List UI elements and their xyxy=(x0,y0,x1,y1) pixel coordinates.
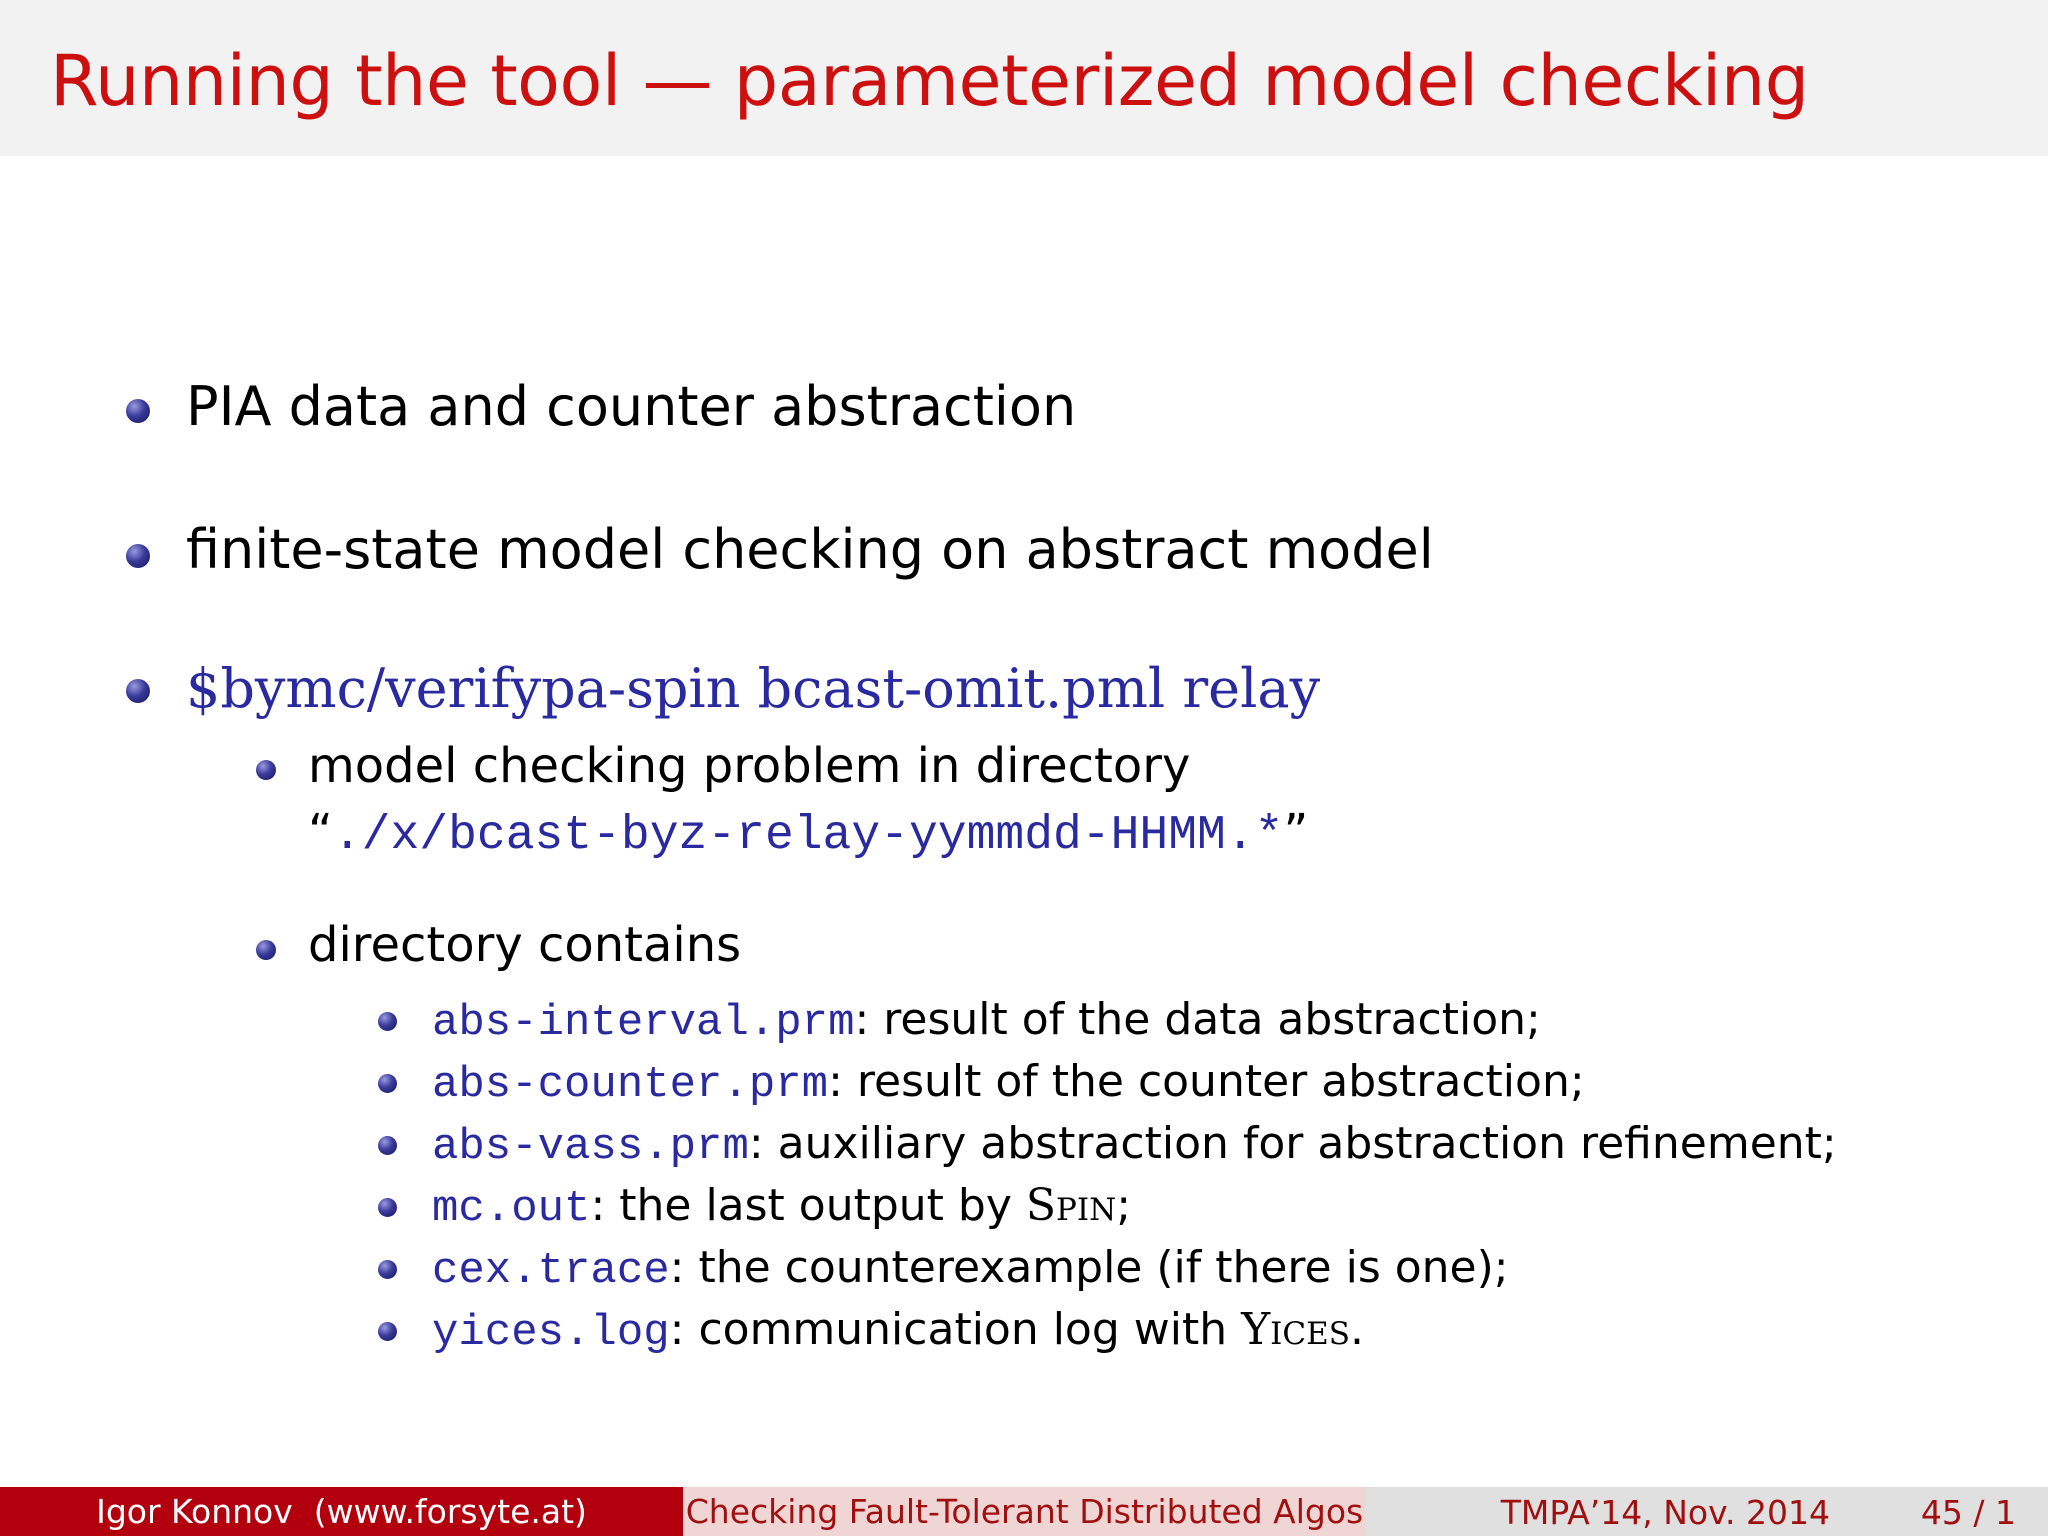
file-name-code: cex.trace xyxy=(432,1246,670,1296)
bullet-icon xyxy=(378,1198,397,1217)
bullet-icon xyxy=(126,544,150,568)
slide-title: Running the tool — parameterized model checking xyxy=(50,40,1809,122)
footer-talk-title xyxy=(683,1487,1366,1536)
item-finite-state-mc: finite-state model checking on abstract model xyxy=(186,518,1434,581)
sub-item-directory-contains: directory contains xyxy=(308,917,742,973)
tool-name-spin: Spin xyxy=(1025,1180,1117,1231)
file-item-abs-counter xyxy=(432,1056,1585,1110)
file-item-cex-trace xyxy=(432,1242,1509,1296)
file-desc: : auxiliary abstraction for abstraction refinement; xyxy=(748,1118,1837,1169)
file-name-code: abs-counter.prm xyxy=(432,1060,829,1110)
file-item-abs-interval xyxy=(432,994,1541,1048)
footer-venue xyxy=(1366,1487,2048,1536)
footer-talk-text: Checking Fault-Tolerant Distributed Algos xyxy=(685,1492,1364,1531)
item-command: $bymc/verifypa-spin bcast-omit.pml relay xyxy=(186,657,1321,720)
file-item-mc-out xyxy=(432,1180,1131,1234)
file-desc: : the counterexample (if there is one); xyxy=(669,1242,1509,1293)
file-desc: : communication log with xyxy=(669,1304,1242,1355)
footer-author xyxy=(0,1487,683,1536)
bullet-icon xyxy=(378,1074,397,1093)
sub-item-mc-problem: model checking problem in directory xyxy=(308,738,1191,794)
directory-path-code: ./x/bcast-byz-relay-yymmdd-HHMM.* xyxy=(332,809,1284,863)
sub-item-directory-path xyxy=(308,804,1308,863)
bullet-icon xyxy=(256,760,276,780)
item-pia-abstraction: PIA data and counter abstraction xyxy=(186,375,1077,438)
bullet-icon xyxy=(378,1136,397,1155)
footer-page-number: 45 / 1 xyxy=(1920,1493,2016,1532)
file-name-code: abs-vass.prm xyxy=(432,1122,749,1172)
file-name-code: mc.out xyxy=(432,1184,591,1234)
bullet-icon xyxy=(126,399,150,423)
footer-author-text: Igor Konnov (www.forsyte.at) xyxy=(96,1492,587,1531)
title-bar xyxy=(0,0,2048,156)
bullet-icon xyxy=(378,1012,397,1031)
bullet-icon xyxy=(256,940,276,960)
file-desc-end: ; xyxy=(1116,1180,1132,1231)
bullet-icon xyxy=(126,679,150,703)
file-name-code: abs-interval.prm xyxy=(432,998,855,1048)
quote-close: ” xyxy=(1283,804,1309,860)
file-desc: : the last output by xyxy=(590,1180,1026,1231)
bullet-icon xyxy=(378,1322,397,1341)
tool-name-yices: Yices xyxy=(1241,1304,1350,1355)
file-item-yices-log xyxy=(432,1304,1364,1358)
quote-open: “ xyxy=(308,804,333,860)
file-name-code: yices.log xyxy=(432,1308,670,1358)
file-item-abs-vass xyxy=(432,1118,1837,1172)
footer-venue-date: TMPA’14, Nov. 2014 xyxy=(1500,1493,1830,1532)
file-desc-end: . xyxy=(1350,1304,1364,1355)
file-desc: : result of the data abstraction; xyxy=(854,994,1541,1045)
bullet-icon xyxy=(378,1260,397,1279)
file-desc: : result of the counter abstraction; xyxy=(828,1056,1585,1107)
footer xyxy=(0,1487,2048,1536)
